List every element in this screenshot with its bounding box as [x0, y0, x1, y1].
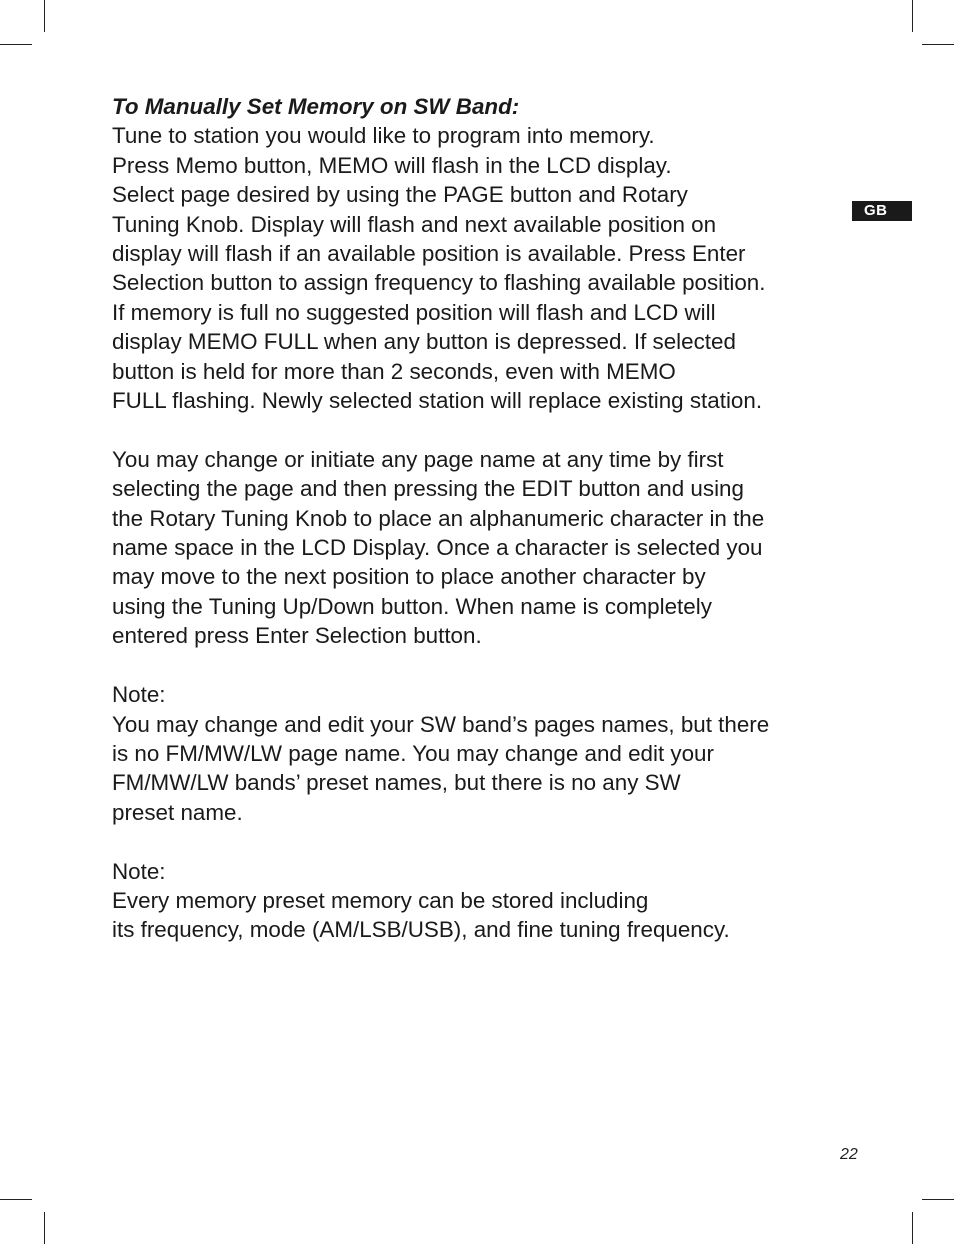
note-label: Note: [112, 682, 166, 708]
text-line: Select page desired by using the PAGE button and Rotary [112, 182, 688, 208]
text-line: FULL flashing. Newly selected station will replace existing station. [112, 388, 763, 414]
crop-mark [44, 1212, 45, 1244]
text-line: selecting the page and then pressing the EDIT button and using [112, 476, 744, 502]
text-line: entered press Enter Selection button. [112, 623, 482, 649]
paragraph-page-name [112, 445, 852, 651]
note-label: Note: [112, 858, 166, 884]
text-line: Selection button to assign frequency to flashing available position. [112, 270, 766, 296]
crop-mark [0, 1199, 32, 1200]
text-line: If memory is full no suggested position will flash and LCD will [112, 299, 716, 325]
text-line: You may change and edit your SW band’s pages names, but there [112, 711, 770, 737]
text-line: You may change or initiate any page name at any time by first [112, 446, 724, 472]
paragraph-memory-instructions [112, 121, 852, 415]
text-line: FM/MW/LW bands’ preset names, but there is no any SW [112, 770, 681, 796]
text-line: may move to the next position to place another character by [112, 564, 706, 590]
note-pages-names [112, 680, 852, 827]
paragraph-spacer [112, 415, 852, 444]
crop-mark [0, 44, 32, 45]
text-line: is no FM/MW/LW page name. You may change and edit your [112, 740, 714, 766]
text-line: the Rotary Tuning Knob to place an alphanumeric character in the [112, 505, 765, 531]
crop-mark [922, 1199, 954, 1200]
text-line: Press Memo button, MEMO will flash in the LCD display. [112, 152, 672, 178]
text-line: display MEMO FULL when any button is depressed. If selected [112, 329, 736, 355]
crop-mark [912, 1212, 913, 1244]
text-line: Every memory preset memory can be stored including [112, 887, 649, 913]
crop-mark [922, 44, 954, 45]
text-line: its frequency, mode (AM/LSB/USB), and fine tuning frequency. [112, 917, 730, 943]
manual-text [112, 92, 852, 945]
crop-mark [912, 0, 913, 32]
text-line: preset name. [112, 799, 243, 825]
note-preset-storage [112, 857, 852, 945]
text-line: using the Tuning Up/Down button. When name is completely [112, 593, 712, 619]
language-tab: GB [852, 201, 912, 221]
paragraph-spacer [112, 651, 852, 680]
text-line: display will flash if an available position is available. Press Enter [112, 241, 746, 267]
text-line: Tune to station you would like to program into memory. [112, 123, 655, 149]
paragraph-spacer [112, 827, 852, 856]
text-line: name space in the LCD Display. Once a character is selected you [112, 535, 763, 561]
section-heading: To Manually Set Memory on SW Band: [112, 94, 520, 119]
page-number: 22 [840, 1146, 858, 1163]
text-line: button is held for more than 2 seconds, even with MEMO [112, 358, 676, 384]
text-line: Tuning Knob. Display will flash and next available position on [112, 211, 717, 237]
crop-mark [44, 0, 45, 32]
